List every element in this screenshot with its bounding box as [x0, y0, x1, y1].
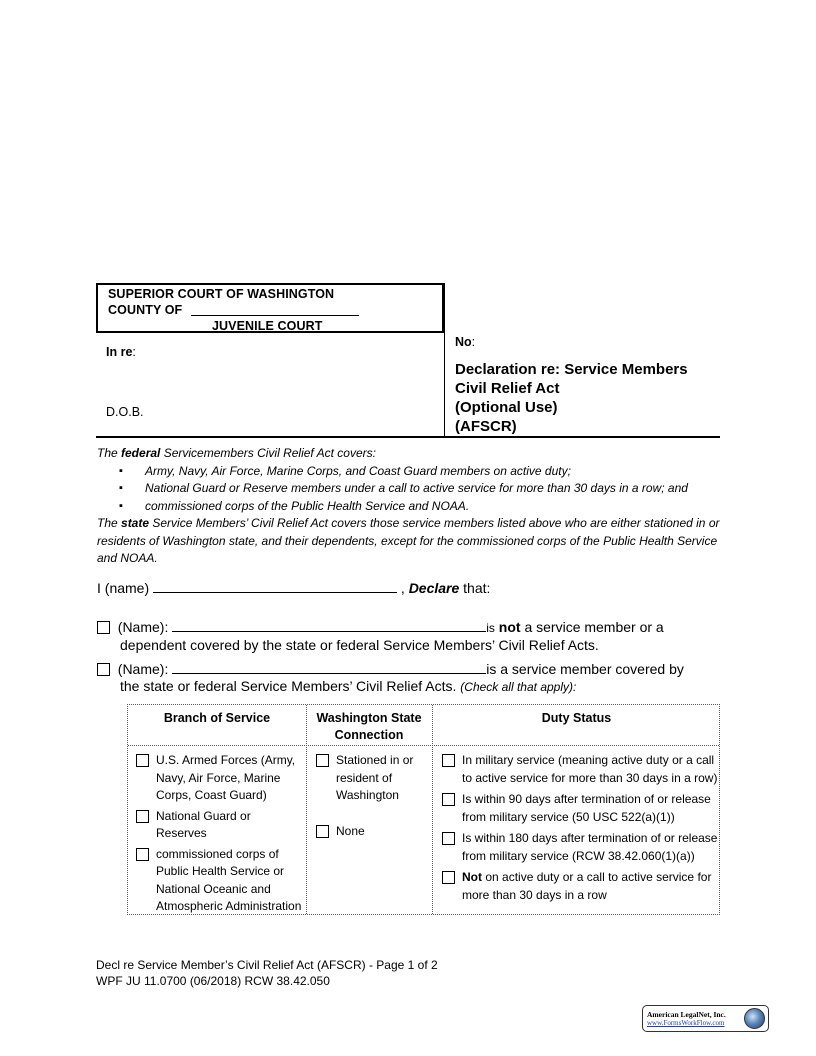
title-line: (AFSCR) [455, 418, 517, 435]
header-connection: Washington State Connection [316, 711, 422, 742]
logo-link[interactable]: www.FormsWorkFlow.com [647, 1019, 725, 1027]
caption-rule [96, 436, 720, 438]
title-line: Civil Relief Act [455, 380, 560, 397]
county-label: COUNTY OF [108, 303, 183, 317]
header-divider [128, 745, 719, 746]
not-service-member-checkbox[interactable] [97, 621, 110, 634]
name-field[interactable] [172, 619, 486, 632]
commissioned-corps-checkbox[interactable] [136, 848, 149, 861]
globe-icon [744, 1008, 765, 1029]
document-title [455, 360, 688, 436]
within-90-days-checkbox[interactable] [442, 793, 455, 806]
logo-company: American LegalNet, Inc. [647, 1010, 726, 1019]
court-caption-box [96, 283, 444, 333]
duty-options: In military service (meaning active duty or a call to active service for more than 30 days in a row) Is within 90 days after termination of or release from military service (50 USC 522(a)(1)) Is within 180 days after termination of or release from military service (RCW 38.42.060(1)(a)) Not on active duty or a call to active service for more than 30 days in a row [442, 752, 718, 904]
within-180-days-checkbox[interactable] [442, 832, 455, 845]
court-division: JUVENILE COURT [212, 319, 323, 333]
list-item: ▪ commissioned corps of the Public Health Service and NOAA. [97, 498, 727, 516]
caption-divider [444, 283, 445, 437]
none-checkbox[interactable] [316, 825, 329, 838]
title-line: Declaration re: Service Members [455, 361, 688, 378]
option-service-member: (Name): is a service member covered by the state or federal Service Members’ Civil Relief Acts. (Check all that apply): [97, 661, 727, 696]
dob-label: D.O.B. [106, 405, 144, 419]
declarant-line: I (name) , Declare that: [97, 580, 491, 596]
stationed-resident-checkbox[interactable] [316, 754, 329, 767]
court-name: SUPERIOR COURT OF WASHINGTON [108, 287, 335, 301]
connection-options: Stationed in or resident of Washington None [316, 752, 428, 840]
page-footer [96, 958, 438, 989]
title-line: (Optional Use) [455, 399, 558, 416]
declarant-name-field[interactable] [153, 580, 397, 593]
publisher-logo [642, 1005, 769, 1032]
list-item: ▪ National Guard or Reserve members under a call to active service for more than 30 days in a row; and [97, 480, 727, 498]
header-branch: Branch of Service [163, 711, 271, 725]
active-service-checkbox[interactable] [442, 754, 455, 767]
list-item: ▪ Army, Navy, Air Force, Marine Corps, and Coast Guard members on active duty; [97, 463, 727, 481]
federal-intro: The federal Servicemembers Civil Relief Act covers: [97, 446, 376, 460]
case-number-label: No: [455, 335, 476, 349]
county-field[interactable] [191, 315, 359, 316]
intro-text [97, 445, 727, 568]
national-guard-checkbox[interactable] [136, 810, 149, 823]
not-active-duty-checkbox[interactable] [442, 871, 455, 884]
footer-title: Decl re Service Member’s Civil Relief Act (AFSCR) - Page 1 of 2 [96, 958, 438, 972]
name-field[interactable] [172, 661, 486, 674]
state-intro: The state Service Members’ Civil Relief Act covers those service members listed above who are either stationed in or residents of Washington state, and their dependents, except for the commissioned corps of the Public Health Service and NOAA. [97, 516, 720, 565]
branch-options: U.S. Armed Forces (Army, Navy, Air Force, Marine Corps, Coast Guard) National Guard or Reserves commissioned corps of Public Health Service or National Oceanic and Atmospheric Administration [136, 752, 304, 916]
service-member-checkbox[interactable] [97, 663, 110, 676]
service-status-table [127, 704, 720, 915]
header-duty-status: Duty Status [541, 711, 612, 725]
in-re-label: In re: [106, 345, 136, 359]
armed-forces-checkbox[interactable] [136, 754, 149, 767]
coverage-list [97, 463, 727, 516]
column-divider [432, 705, 433, 914]
footer-form-number: WPF JU 11.0700 (06/2018) RCW 38.42.050 [96, 973, 330, 988]
option-not-service-member: (Name): is not a service member or a dependent covered by the state or federal Service Members’ Civil Relief Acts. [97, 619, 727, 654]
